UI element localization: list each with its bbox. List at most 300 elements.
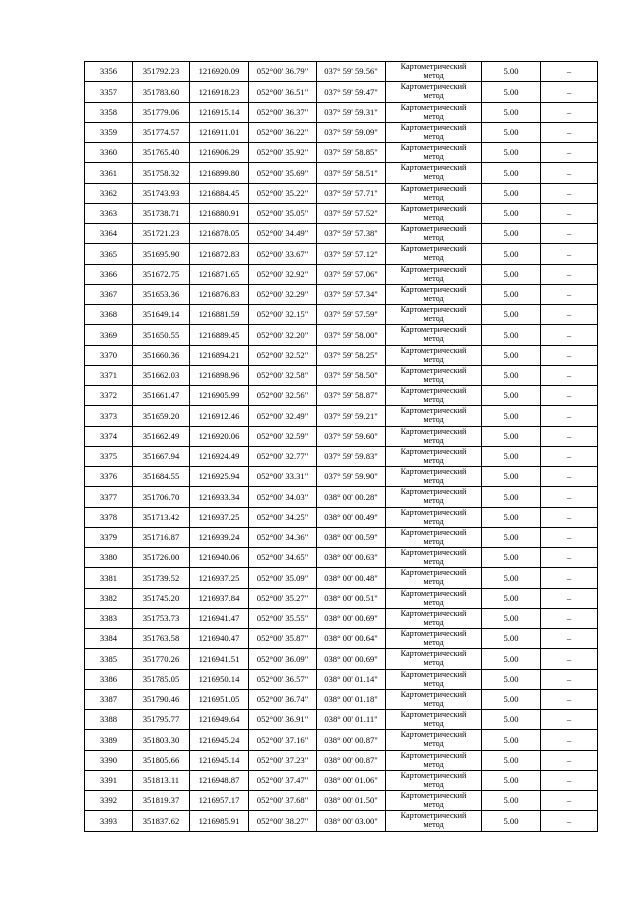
note-cell: – xyxy=(541,325,598,345)
longitude-cell: 037° 59' 59.47" xyxy=(317,82,386,102)
x-coordinate-cell: 351672.75 xyxy=(133,264,190,284)
method-line-2: метод xyxy=(423,152,444,161)
y-coordinate-cell: 1216924.49 xyxy=(190,446,249,466)
method-line-2: метод xyxy=(423,253,444,263)
method-line-1: Картометрический xyxy=(400,446,467,456)
longitude-cell: 037° 59' 58.87" xyxy=(317,386,386,406)
method-line-1: Картометрический xyxy=(400,386,467,395)
error-cell: 5.00 xyxy=(482,689,541,709)
note-cell: – xyxy=(541,527,598,547)
method-cell xyxy=(386,710,482,730)
y-coordinate-cell: 1216925.94 xyxy=(190,467,249,487)
longitude-cell: 038° 00' 00.63" xyxy=(317,548,386,568)
x-coordinate-cell: 351695.90 xyxy=(133,244,190,264)
table-row xyxy=(85,244,598,264)
error-cell: 5.00 xyxy=(482,527,541,547)
note-cell: – xyxy=(541,345,598,365)
point-number-cell: 3374 xyxy=(85,426,133,446)
latitude-cell: 052°00' 35.27" xyxy=(249,588,317,608)
x-coordinate-cell: 351661.47 xyxy=(133,386,190,406)
coordinates-table xyxy=(84,61,598,832)
method-line-2: метод xyxy=(423,617,444,627)
error-cell: 5.00 xyxy=(482,467,541,487)
latitude-cell: 052°00' 34.25" xyxy=(249,507,317,527)
latitude-cell: 052°00' 32.29" xyxy=(249,284,317,304)
latitude-cell: 052°00' 32.49" xyxy=(249,406,317,426)
y-coordinate-cell: 1216940.47 xyxy=(190,629,249,649)
method-line-2: метод xyxy=(423,172,444,182)
table-row xyxy=(85,608,598,628)
longitude-cell: 037° 59' 59.56" xyxy=(317,62,386,82)
method-line-2: метод xyxy=(423,557,444,566)
method-line-2: метод xyxy=(423,536,444,546)
latitude-cell: 052°00' 35.05" xyxy=(249,203,317,223)
table-row xyxy=(85,406,598,426)
note-cell: – xyxy=(541,750,598,770)
y-coordinate-cell: 1216878.05 xyxy=(190,224,249,244)
error-cell: 5.00 xyxy=(482,305,541,325)
longitude-cell: 038° 00' 00.49" xyxy=(317,507,386,527)
latitude-cell: 052°00' 32.52" xyxy=(249,345,317,365)
y-coordinate-cell: 1216950.14 xyxy=(190,669,249,689)
error-cell: 5.00 xyxy=(482,203,541,223)
y-coordinate-cell: 1216941.51 xyxy=(190,649,249,669)
note-cell: – xyxy=(541,102,598,122)
method-cell xyxy=(386,730,482,750)
method-cell xyxy=(386,507,482,527)
table-row xyxy=(85,689,598,709)
point-number-cell: 3384 xyxy=(85,629,133,649)
y-coordinate-cell: 1216880.91 xyxy=(190,203,249,223)
method-line-2: метод xyxy=(423,779,444,789)
method-cell xyxy=(386,406,482,426)
point-number-cell: 3362 xyxy=(85,183,133,203)
method-line-1: Картометрический xyxy=(400,811,467,821)
method-cell xyxy=(386,284,482,304)
point-number-cell: 3357 xyxy=(85,82,133,102)
method-cell xyxy=(386,750,482,770)
y-coordinate-cell: 1216945.14 xyxy=(190,750,249,770)
method-line-2: метод xyxy=(423,435,444,445)
error-cell: 5.00 xyxy=(482,507,541,527)
error-cell: 5.00 xyxy=(482,386,541,406)
note-cell: – xyxy=(541,264,598,284)
point-number-cell: 3363 xyxy=(85,203,133,223)
method-line-1: Картометрический xyxy=(400,487,467,497)
method-cell xyxy=(386,224,482,244)
y-coordinate-cell: 1216985.91 xyxy=(190,811,249,831)
latitude-cell: 052°00' 37.23" xyxy=(249,750,317,770)
table-row xyxy=(85,345,598,365)
method-line-1: Картометрический xyxy=(400,689,467,699)
note-cell: – xyxy=(541,244,598,264)
method-line-2: метод xyxy=(423,273,444,283)
table-row xyxy=(85,284,598,304)
x-coordinate-cell: 351650.55 xyxy=(133,325,190,345)
longitude-cell: 038° 00' 01.06" xyxy=(317,770,386,790)
point-number-cell: 3370 xyxy=(85,345,133,365)
point-number-cell: 3368 xyxy=(85,305,133,325)
method-line-1: Картометрический xyxy=(400,122,467,132)
y-coordinate-cell: 1216920.06 xyxy=(190,426,249,446)
latitude-cell: 052°00' 36.57" xyxy=(249,669,317,689)
error-cell: 5.00 xyxy=(482,62,541,82)
longitude-cell: 037° 59' 57.34" xyxy=(317,284,386,304)
note-cell: – xyxy=(541,649,598,669)
latitude-cell: 052°00' 36.37" xyxy=(249,102,317,122)
table-row xyxy=(85,183,598,203)
point-number-cell: 3373 xyxy=(85,406,133,426)
x-coordinate-cell: 351783.60 xyxy=(133,82,190,102)
method-line-2: метод xyxy=(423,455,444,465)
error-cell: 5.00 xyxy=(482,244,541,264)
longitude-cell: 037° 59' 59.21" xyxy=(317,406,386,426)
latitude-cell: 052°00' 34.03" xyxy=(249,487,317,507)
table-row xyxy=(85,305,598,325)
method-cell xyxy=(386,143,482,163)
y-coordinate-cell: 1216871.65 xyxy=(190,264,249,284)
y-coordinate-cell: 1216894.21 xyxy=(190,345,249,365)
error-cell: 5.00 xyxy=(482,163,541,183)
method-cell xyxy=(386,102,482,122)
table-row xyxy=(85,527,598,547)
method-cell xyxy=(386,82,482,102)
point-number-cell: 3386 xyxy=(85,669,133,689)
latitude-cell: 052°00' 37.47" xyxy=(249,770,317,790)
y-coordinate-cell: 1216884.45 xyxy=(190,183,249,203)
error-cell: 5.00 xyxy=(482,588,541,608)
point-number-cell: 3389 xyxy=(85,730,133,750)
y-coordinate-cell: 1216933.34 xyxy=(190,487,249,507)
point-number-cell: 3366 xyxy=(85,264,133,284)
latitude-cell: 052°00' 34.65" xyxy=(249,548,317,568)
method-cell xyxy=(386,264,482,284)
error-cell: 5.00 xyxy=(482,406,541,426)
x-coordinate-cell: 351713.42 xyxy=(133,507,190,527)
error-cell: 5.00 xyxy=(482,82,541,102)
method-line-1: Картометрический xyxy=(400,284,467,294)
error-cell: 5.00 xyxy=(482,548,541,568)
error-cell: 5.00 xyxy=(482,730,541,750)
method-line-2: метод xyxy=(423,91,444,101)
method-cell xyxy=(386,487,482,507)
note-cell: – xyxy=(541,305,598,325)
longitude-cell: 038° 00' 00.59" xyxy=(317,527,386,547)
method-line-1: Картометрический xyxy=(400,305,467,314)
error-cell: 5.00 xyxy=(482,102,541,122)
method-line-2: метод xyxy=(423,131,444,141)
method-line-1: Картометрический xyxy=(400,750,467,760)
table-row xyxy=(85,730,598,750)
x-coordinate-cell: 351721.23 xyxy=(133,224,190,244)
method-line-2: метод xyxy=(423,698,444,708)
x-coordinate-cell: 351779.06 xyxy=(133,102,190,122)
note-cell: – xyxy=(541,446,598,466)
x-coordinate-cell: 351653.36 xyxy=(133,284,190,304)
point-number-cell: 3392 xyxy=(85,791,133,811)
method-cell xyxy=(386,122,482,142)
error-cell: 5.00 xyxy=(482,487,541,507)
method-cell xyxy=(386,629,482,649)
point-number-cell: 3364 xyxy=(85,224,133,244)
table-row xyxy=(85,588,598,608)
point-number-cell: 3367 xyxy=(85,284,133,304)
method-line-2: метод xyxy=(423,800,444,809)
method-line-2: метод xyxy=(423,658,444,668)
method-cell xyxy=(386,811,482,831)
method-line-1: Картометрический xyxy=(400,406,467,416)
note-cell: – xyxy=(541,710,598,730)
y-coordinate-cell: 1216945.24 xyxy=(190,730,249,750)
error-cell: 5.00 xyxy=(482,365,541,385)
table-row xyxy=(85,568,598,588)
x-coordinate-cell: 351745.20 xyxy=(133,588,190,608)
longitude-cell: 037° 59' 57.59" xyxy=(317,305,386,325)
error-cell: 5.00 xyxy=(482,770,541,790)
table-row xyxy=(85,467,598,487)
method-line-2: метод xyxy=(423,395,444,404)
longitude-cell: 037° 59' 57.12" xyxy=(317,244,386,264)
method-cell xyxy=(386,467,482,487)
point-number-cell: 3380 xyxy=(85,548,133,568)
method-cell xyxy=(386,163,482,183)
method-line-1: Картометрический xyxy=(400,102,467,112)
method-line-1: Картометрический xyxy=(400,710,467,719)
point-number-cell: 3369 xyxy=(85,325,133,345)
point-number-cell: 3378 xyxy=(85,507,133,527)
error-cell: 5.00 xyxy=(482,426,541,446)
longitude-cell: 037° 59' 57.06" xyxy=(317,264,386,284)
note-cell: – xyxy=(541,588,598,608)
latitude-cell: 052°00' 32.59" xyxy=(249,426,317,446)
table-row xyxy=(85,365,598,385)
method-line-2: метод xyxy=(423,293,444,303)
latitude-cell: 052°00' 35.22" xyxy=(249,183,317,203)
longitude-cell: 038° 00' 00.48" xyxy=(317,568,386,588)
x-coordinate-cell: 351684.55 xyxy=(133,467,190,487)
method-line-1: Картометрический xyxy=(400,82,467,92)
x-coordinate-cell: 351774.57 xyxy=(133,122,190,142)
point-number-cell: 3387 xyxy=(85,689,133,709)
y-coordinate-cell: 1216911.01 xyxy=(190,122,249,142)
longitude-cell: 038° 00' 00.28" xyxy=(317,487,386,507)
longitude-cell: 038° 00' 01.18" xyxy=(317,689,386,709)
latitude-cell: 052°00' 32.20" xyxy=(249,325,317,345)
method-line-1: Картометрический xyxy=(400,143,467,152)
error-cell: 5.00 xyxy=(482,811,541,831)
method-cell xyxy=(386,325,482,345)
method-cell xyxy=(386,203,482,223)
table-row xyxy=(85,649,598,669)
error-cell: 5.00 xyxy=(482,629,541,649)
table-row xyxy=(85,710,598,730)
note-cell: – xyxy=(541,122,598,142)
y-coordinate-cell: 1216957.17 xyxy=(190,791,249,811)
longitude-cell: 037° 59' 58.51" xyxy=(317,163,386,183)
latitude-cell: 052°00' 32.56" xyxy=(249,386,317,406)
latitude-cell: 052°00' 36.91" xyxy=(249,710,317,730)
point-number-cell: 3388 xyxy=(85,710,133,730)
method-line-2: метод xyxy=(423,739,444,749)
x-coordinate-cell: 351795.77 xyxy=(133,710,190,730)
method-line-2: метод xyxy=(423,496,444,506)
method-line-2: метод xyxy=(423,597,444,607)
method-line-2: метод xyxy=(423,719,444,728)
method-cell xyxy=(386,183,482,203)
note-cell: – xyxy=(541,467,598,487)
error-cell: 5.00 xyxy=(482,446,541,466)
method-cell xyxy=(386,588,482,608)
y-coordinate-cell: 1216937.84 xyxy=(190,588,249,608)
point-number-cell: 3385 xyxy=(85,649,133,669)
method-line-1: Картометрический xyxy=(400,507,467,517)
table-row xyxy=(85,264,598,284)
longitude-cell: 037° 59' 58.00" xyxy=(317,325,386,345)
y-coordinate-cell: 1216918.23 xyxy=(190,82,249,102)
method-cell xyxy=(386,386,482,406)
longitude-cell: 037° 59' 59.83" xyxy=(317,446,386,466)
method-line-1: Картометрический xyxy=(400,345,467,355)
method-line-2: метод xyxy=(423,212,444,222)
method-cell xyxy=(386,426,482,446)
x-coordinate-cell: 351770.26 xyxy=(133,649,190,669)
note-cell: – xyxy=(541,487,598,507)
y-coordinate-cell: 1216940.06 xyxy=(190,548,249,568)
y-coordinate-cell: 1216937.25 xyxy=(190,507,249,527)
y-coordinate-cell: 1216937.25 xyxy=(190,568,249,588)
table-row xyxy=(85,122,598,142)
table-row xyxy=(85,629,598,649)
table-row xyxy=(85,62,598,82)
x-coordinate-cell: 351790.46 xyxy=(133,689,190,709)
point-number-cell: 3375 xyxy=(85,446,133,466)
note-cell: – xyxy=(541,163,598,183)
y-coordinate-cell: 1216920.09 xyxy=(190,62,249,82)
note-cell: – xyxy=(541,203,598,223)
method-line-2: метод xyxy=(423,71,444,80)
x-coordinate-cell: 351716.87 xyxy=(133,527,190,547)
method-cell xyxy=(386,608,482,628)
point-number-cell: 3379 xyxy=(85,527,133,547)
method-line-2: метод xyxy=(423,415,444,425)
latitude-cell: 052°00' 35.92" xyxy=(249,143,317,163)
table-row xyxy=(85,163,598,183)
point-number-cell: 3381 xyxy=(85,568,133,588)
y-coordinate-cell: 1216898.96 xyxy=(190,365,249,385)
latitude-cell: 052°00' 38.27" xyxy=(249,811,317,831)
method-line-1: Картометрический xyxy=(400,669,467,679)
table-row xyxy=(85,386,598,406)
method-cell xyxy=(386,527,482,547)
note-cell: – xyxy=(541,629,598,649)
point-number-cell: 3371 xyxy=(85,365,133,385)
point-number-cell: 3361 xyxy=(85,163,133,183)
latitude-cell: 052°00' 35.69" xyxy=(249,163,317,183)
latitude-cell: 052°00' 32.15" xyxy=(249,305,317,325)
method-line-1: Картометрический xyxy=(400,629,467,638)
method-line-2: метод xyxy=(423,577,444,587)
method-cell xyxy=(386,689,482,709)
latitude-cell: 052°00' 36.22" xyxy=(249,122,317,142)
y-coordinate-cell: 1216876.83 xyxy=(190,284,249,304)
method-cell xyxy=(386,62,482,82)
error-cell: 5.00 xyxy=(482,345,541,365)
method-line-1: Картометрический xyxy=(400,770,467,780)
error-cell: 5.00 xyxy=(482,284,541,304)
point-number-cell: 3391 xyxy=(85,770,133,790)
x-coordinate-cell: 351660.36 xyxy=(133,345,190,365)
method-cell xyxy=(386,244,482,264)
method-cell xyxy=(386,770,482,790)
note-cell: – xyxy=(541,548,598,568)
point-number-cell: 3382 xyxy=(85,588,133,608)
error-cell: 5.00 xyxy=(482,649,541,669)
table-row xyxy=(85,143,598,163)
point-number-cell: 3358 xyxy=(85,102,133,122)
longitude-cell: 037° 59' 59.31" xyxy=(317,102,386,122)
point-number-cell: 3359 xyxy=(85,122,133,142)
x-coordinate-cell: 351738.71 xyxy=(133,203,190,223)
method-line-1: Картометрический xyxy=(400,548,467,557)
y-coordinate-cell: 1216948.87 xyxy=(190,770,249,790)
table-row xyxy=(85,811,598,831)
error-cell: 5.00 xyxy=(482,791,541,811)
table-row xyxy=(85,791,598,811)
latitude-cell: 052°00' 37.68" xyxy=(249,791,317,811)
note-cell: – xyxy=(541,224,598,244)
note-cell: – xyxy=(541,689,598,709)
note-cell: – xyxy=(541,669,598,689)
method-line-1: Картометрический xyxy=(400,224,467,233)
y-coordinate-cell: 1216905.99 xyxy=(190,386,249,406)
x-coordinate-cell: 351649.14 xyxy=(133,305,190,325)
method-line-1: Картометрический xyxy=(400,163,467,173)
table-row xyxy=(85,548,598,568)
method-line-1: Картометрический xyxy=(400,467,467,476)
error-cell: 5.00 xyxy=(482,325,541,345)
x-coordinate-cell: 351785.05 xyxy=(133,669,190,689)
point-number-cell: 3372 xyxy=(85,386,133,406)
method-line-2: метод xyxy=(423,233,444,242)
longitude-cell: 038° 00' 01.14" xyxy=(317,669,386,689)
method-line-1: Картометрический xyxy=(400,730,467,740)
x-coordinate-cell: 351765.40 xyxy=(133,143,190,163)
x-coordinate-cell: 351667.94 xyxy=(133,446,190,466)
longitude-cell: 038° 00' 00.69" xyxy=(317,608,386,628)
note-cell: – xyxy=(541,365,598,385)
method-line-2: метод xyxy=(423,111,444,121)
method-cell xyxy=(386,791,482,811)
latitude-cell: 052°00' 32.92" xyxy=(249,264,317,284)
method-cell xyxy=(386,568,482,588)
table-row xyxy=(85,507,598,527)
longitude-cell: 037° 59' 58.50" xyxy=(317,365,386,385)
longitude-cell: 037° 59' 58.85" xyxy=(317,143,386,163)
y-coordinate-cell: 1216951.05 xyxy=(190,689,249,709)
x-coordinate-cell: 351805.66 xyxy=(133,750,190,770)
method-line-2: метод xyxy=(423,334,444,344)
method-line-2: метод xyxy=(423,354,444,364)
x-coordinate-cell: 351819.37 xyxy=(133,791,190,811)
error-cell: 5.00 xyxy=(482,264,541,284)
longitude-cell: 037° 59' 59.09" xyxy=(317,122,386,142)
point-number-cell: 3383 xyxy=(85,608,133,628)
method-line-1: Картометрический xyxy=(400,527,467,537)
x-coordinate-cell: 351758.32 xyxy=(133,163,190,183)
table-row xyxy=(85,446,598,466)
error-cell: 5.00 xyxy=(482,669,541,689)
method-line-2: метод xyxy=(423,374,444,384)
